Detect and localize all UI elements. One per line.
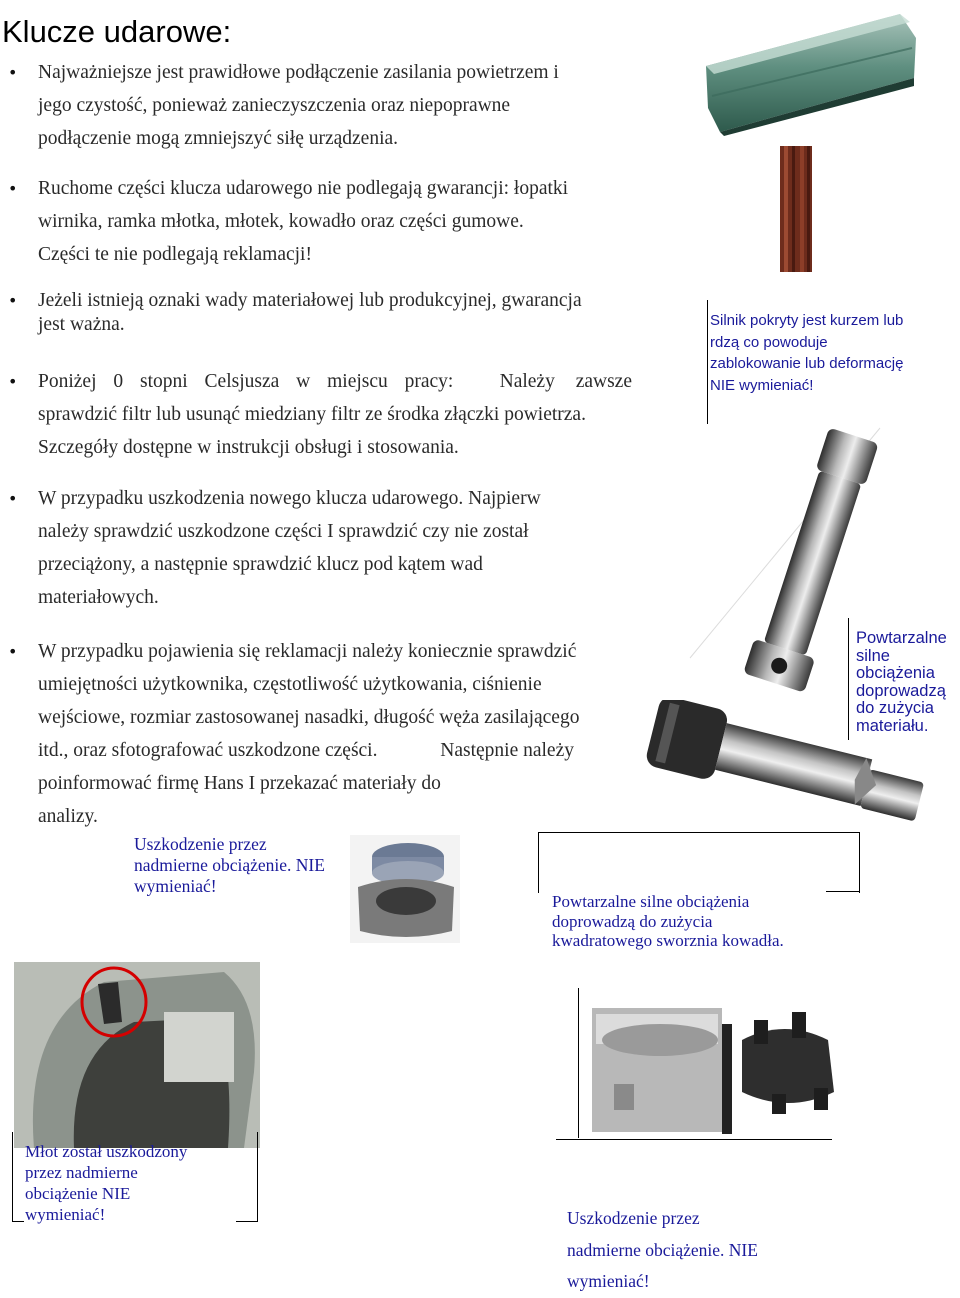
bullet-item-new-wrench-damage <box>38 482 658 614</box>
rotor-brown-photo <box>776 144 816 274</box>
caption-line: kwadratowego sworznia kowadła. <box>552 931 784 950</box>
anvil-square-caption-frame <box>538 832 860 893</box>
caption-line: Silnik pokryty jest kurzem lub <box>710 312 904 329</box>
bullet-line: podłączenie mogą zmniejszyć siłę urządzenia. <box>38 128 399 149</box>
bullet-line: • Najważniejsze jest prawidłowe podłączenie zasilania powietrzem i <box>38 62 559 83</box>
caption-line: doprowadzą <box>856 681 946 700</box>
bullet-item-cold-temperature <box>38 365 658 464</box>
bullet-line: materiałowych. <box>38 587 159 608</box>
caption-line: nadmierne obciążenie. NIE <box>567 1239 758 1260</box>
bullet-line: sprawdzić filtr lub usunąć miedziany filtr ze środka złączki powietrza. <box>38 404 586 425</box>
bullet-line: wejściowe, rozmiar zastosowanej nasadki, długość węża zasilającego <box>38 707 580 728</box>
overload-bottom-caption <box>567 1203 758 1298</box>
bullet-line: itd., oraz sfotografować uszkodzone części. <box>38 740 378 761</box>
rotor-caption-frame <box>707 300 709 424</box>
bullet-line: • Jeżeli istnieją oznaki wady materiałowej lub produkcyjnej, gwarancja <box>38 290 582 311</box>
cage-parts-photo <box>578 988 852 1138</box>
bullet-line: należy sprawdzić uszkodzone części I sprawdzić czy nie został <box>38 521 529 542</box>
bullet-line: przeciążony, a następnie sprawdzić klucz pod kątem wad <box>38 554 483 575</box>
caption-line: wymieniać! <box>25 1205 106 1224</box>
caption-line: Powtarzalne <box>856 629 947 647</box>
bullet-line: jego czystość, ponieważ zanieczyszczenia oraz niepoprawne <box>38 95 511 116</box>
caption-line: zablokowanie lub deformację <box>710 355 904 372</box>
bullet-item-material-defect <box>38 289 658 337</box>
caption-line: NIE wymieniać! <box>710 376 814 394</box>
rotor-vane-photo <box>700 8 922 136</box>
bullet-item-warranty-parts <box>38 172 658 271</box>
caption-line: Powtarzalne silne obciążenia <box>552 892 750 911</box>
caption-line: wymieniać! <box>567 1271 650 1291</box>
bullet-line: • W przypadku uszkodzenia nowego klucza udarowego. Najpierw <box>38 488 541 509</box>
bullet-line: poinformować firmę Hans I przekazać materiały do <box>38 773 441 794</box>
caption-line: Uszkodzenie przez <box>567 1208 700 1228</box>
caption-line: do zużycia <box>856 699 934 717</box>
bullet-line: analizy. <box>38 806 98 827</box>
bullet-line: • Ruchome części klucza udarowego nie podlegają gwarancji: łopatki <box>38 178 569 199</box>
bullet-line: Następnie należy <box>440 740 574 761</box>
caption-line: nadmierne obciążenie. NIE <box>134 855 325 875</box>
caption-line: obciążenie NIE <box>25 1184 131 1203</box>
overload-small-caption <box>134 834 325 897</box>
caption-line: Młot został uszkodzony <box>25 1142 188 1161</box>
caption-line: wymieniać! <box>134 876 217 896</box>
caption-line: obciążenia <box>856 664 935 682</box>
caption-line: rdzą co powoduje <box>710 333 828 351</box>
bullet-line: Należy zawsze <box>499 371 632 392</box>
bullet-line: umiejętności użytkownika, częstotliwość użytkowania, ciśnienie <box>38 674 542 695</box>
anvil-horizontal-photo <box>640 700 945 850</box>
bullet-line: jest ważna. <box>38 314 125 335</box>
caption-line: przez nadmierne <box>25 1163 138 1182</box>
bullet-item-complaint <box>38 635 658 833</box>
hammer-caption-frame-bottom-left <box>12 1221 24 1222</box>
rotor-caption <box>710 310 903 396</box>
caption-line: materiału. <box>856 716 929 735</box>
bushing-photo <box>350 835 460 943</box>
anvil-square-caption-frame-bottom <box>826 891 859 892</box>
bullet-line: Części te nie podlegają reklamacji! <box>38 244 312 265</box>
bullet-item-power <box>38 56 658 155</box>
anvil-square-caption <box>552 892 784 951</box>
bullet-line: wirnika, ramka młotka, młotek, kowadło oraz części gumowe. <box>38 211 524 232</box>
hammer-frame-photo <box>14 962 260 1148</box>
cage-parts-caption-rule <box>556 1139 832 1140</box>
hammer-caption <box>25 1141 187 1225</box>
bullet-line: Szczegóły dostępne w instrukcji obsługi i stosowania. <box>38 437 459 458</box>
hammer-caption-frame-bottom-right <box>236 1221 257 1222</box>
caption-line: doprowadzą do zużycia <box>552 911 713 931</box>
caption-line: silne <box>856 646 890 665</box>
page-title: Klucze udarowe: <box>2 14 232 49</box>
bullet-line: • Poniżej 0 stopni Celsjusza w miejscu pracy: <box>38 371 454 392</box>
bullet-line: • W przypadku pojawienia się reklamacji należy koniecznie sprawdzić <box>38 641 577 662</box>
caption-line: Uszkodzenie przez <box>134 834 267 854</box>
